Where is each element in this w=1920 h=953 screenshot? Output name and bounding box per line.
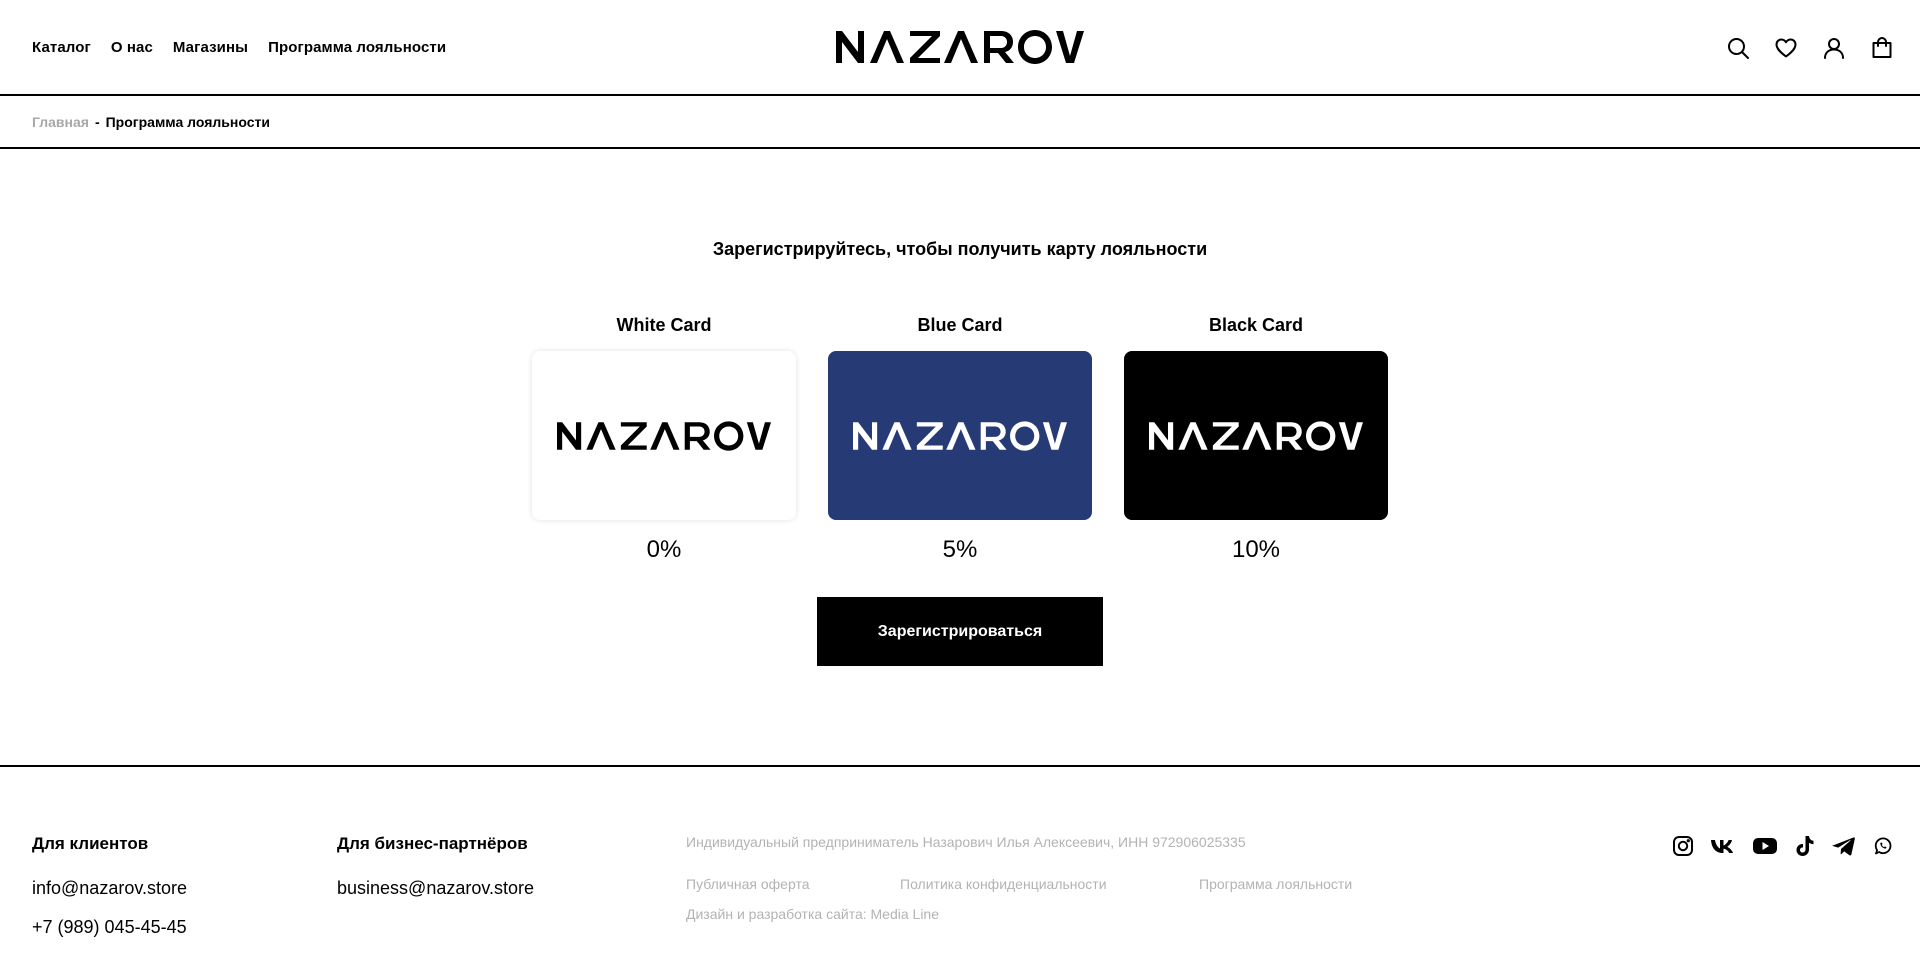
card-logo: [853, 421, 1067, 451]
heart-icon[interactable]: [1774, 36, 1798, 60]
main-nav: [32, 39, 446, 56]
card-visual: [532, 351, 796, 520]
page-intro: Зарегистрируйтесь, чтобы получить карту лояльности: [712, 239, 1208, 259]
header-actions: [1726, 36, 1894, 60]
footer-clients-title: Для клиентов: [32, 834, 149, 853]
loyalty-card-blue: [828, 315, 1092, 564]
card-logo: [1149, 421, 1363, 451]
card-discount: 10%: [1231, 536, 1281, 563]
bag-icon[interactable]: [1870, 36, 1894, 60]
card-discount: 0%: [646, 536, 682, 563]
card-title: Blue Card: [917, 315, 1003, 335]
breadcrumb-separator: -: [94, 114, 100, 130]
social-links: [1672, 835, 1894, 857]
card-visual: [828, 351, 1092, 520]
loyalty-card-black: [1124, 315, 1388, 564]
loyalty-card-white: [532, 315, 796, 564]
loyalty-program-link[interactable]: Программа лояльности: [1199, 876, 1353, 892]
site-footer: [0, 765, 1920, 953]
legal-entity: Индивидуальный предприниматель Назарович Илья Алексеевич, ИНН 972906025335: [686, 834, 1246, 850]
nav-loyalty[interactable]: Программа лояльности: [268, 39, 447, 56]
card-logo: [557, 421, 771, 451]
footer-business-title: Для бизнес-партнёров: [337, 834, 528, 853]
nazarov-logo-graphic: [836, 30, 1084, 64]
register-button[interactable]: Зарегистрироваться: [817, 597, 1103, 666]
business-email-link[interactable]: business@nazarov.store: [337, 878, 535, 898]
clients-email-link[interactable]: info@nazarov.store: [32, 878, 188, 898]
card-visual: [1124, 351, 1388, 520]
legal-links: [686, 876, 1352, 892]
nav-about[interactable]: О нас: [110, 39, 153, 56]
user-icon[interactable]: [1822, 36, 1846, 60]
public-offer-link[interactable]: Публичная оферта: [686, 876, 810, 892]
vk-icon[interactable]: [1710, 835, 1736, 857]
site-logo[interactable]: [836, 30, 1084, 64]
card-title: Black Card: [1208, 315, 1304, 335]
breadcrumb-current: Программа лояльности: [105, 114, 270, 130]
youtube-icon[interactable]: [1752, 835, 1778, 857]
whatsapp-icon[interactable]: [1872, 835, 1894, 857]
card-discount: 5%: [942, 536, 978, 563]
footer-business: [337, 834, 534, 917]
footer-legal: [686, 834, 1352, 922]
search-icon[interactable]: [1726, 36, 1750, 60]
site-header: [0, 0, 1920, 96]
nav-catalog[interactable]: Каталог: [32, 39, 91, 56]
loyalty-cards: [532, 315, 1388, 564]
telegram-icon[interactable]: [1832, 835, 1856, 857]
breadcrumb: [0, 96, 1920, 149]
footer-clients: [32, 834, 187, 953]
card-title: White Card: [616, 315, 712, 335]
clients-phone-link[interactable]: +7 (989) 045-45-45: [32, 917, 187, 937]
tiktok-icon[interactable]: [1794, 835, 1816, 857]
instagram-icon[interactable]: [1672, 835, 1694, 857]
breadcrumb-home[interactable]: Главная: [32, 114, 89, 130]
nav-stores[interactable]: Магазины: [172, 39, 249, 56]
site-credit: Дизайн и разработка сайта: Media Line: [686, 906, 939, 922]
privacy-policy-link[interactable]: Политика конфиденциальности: [900, 876, 1107, 892]
